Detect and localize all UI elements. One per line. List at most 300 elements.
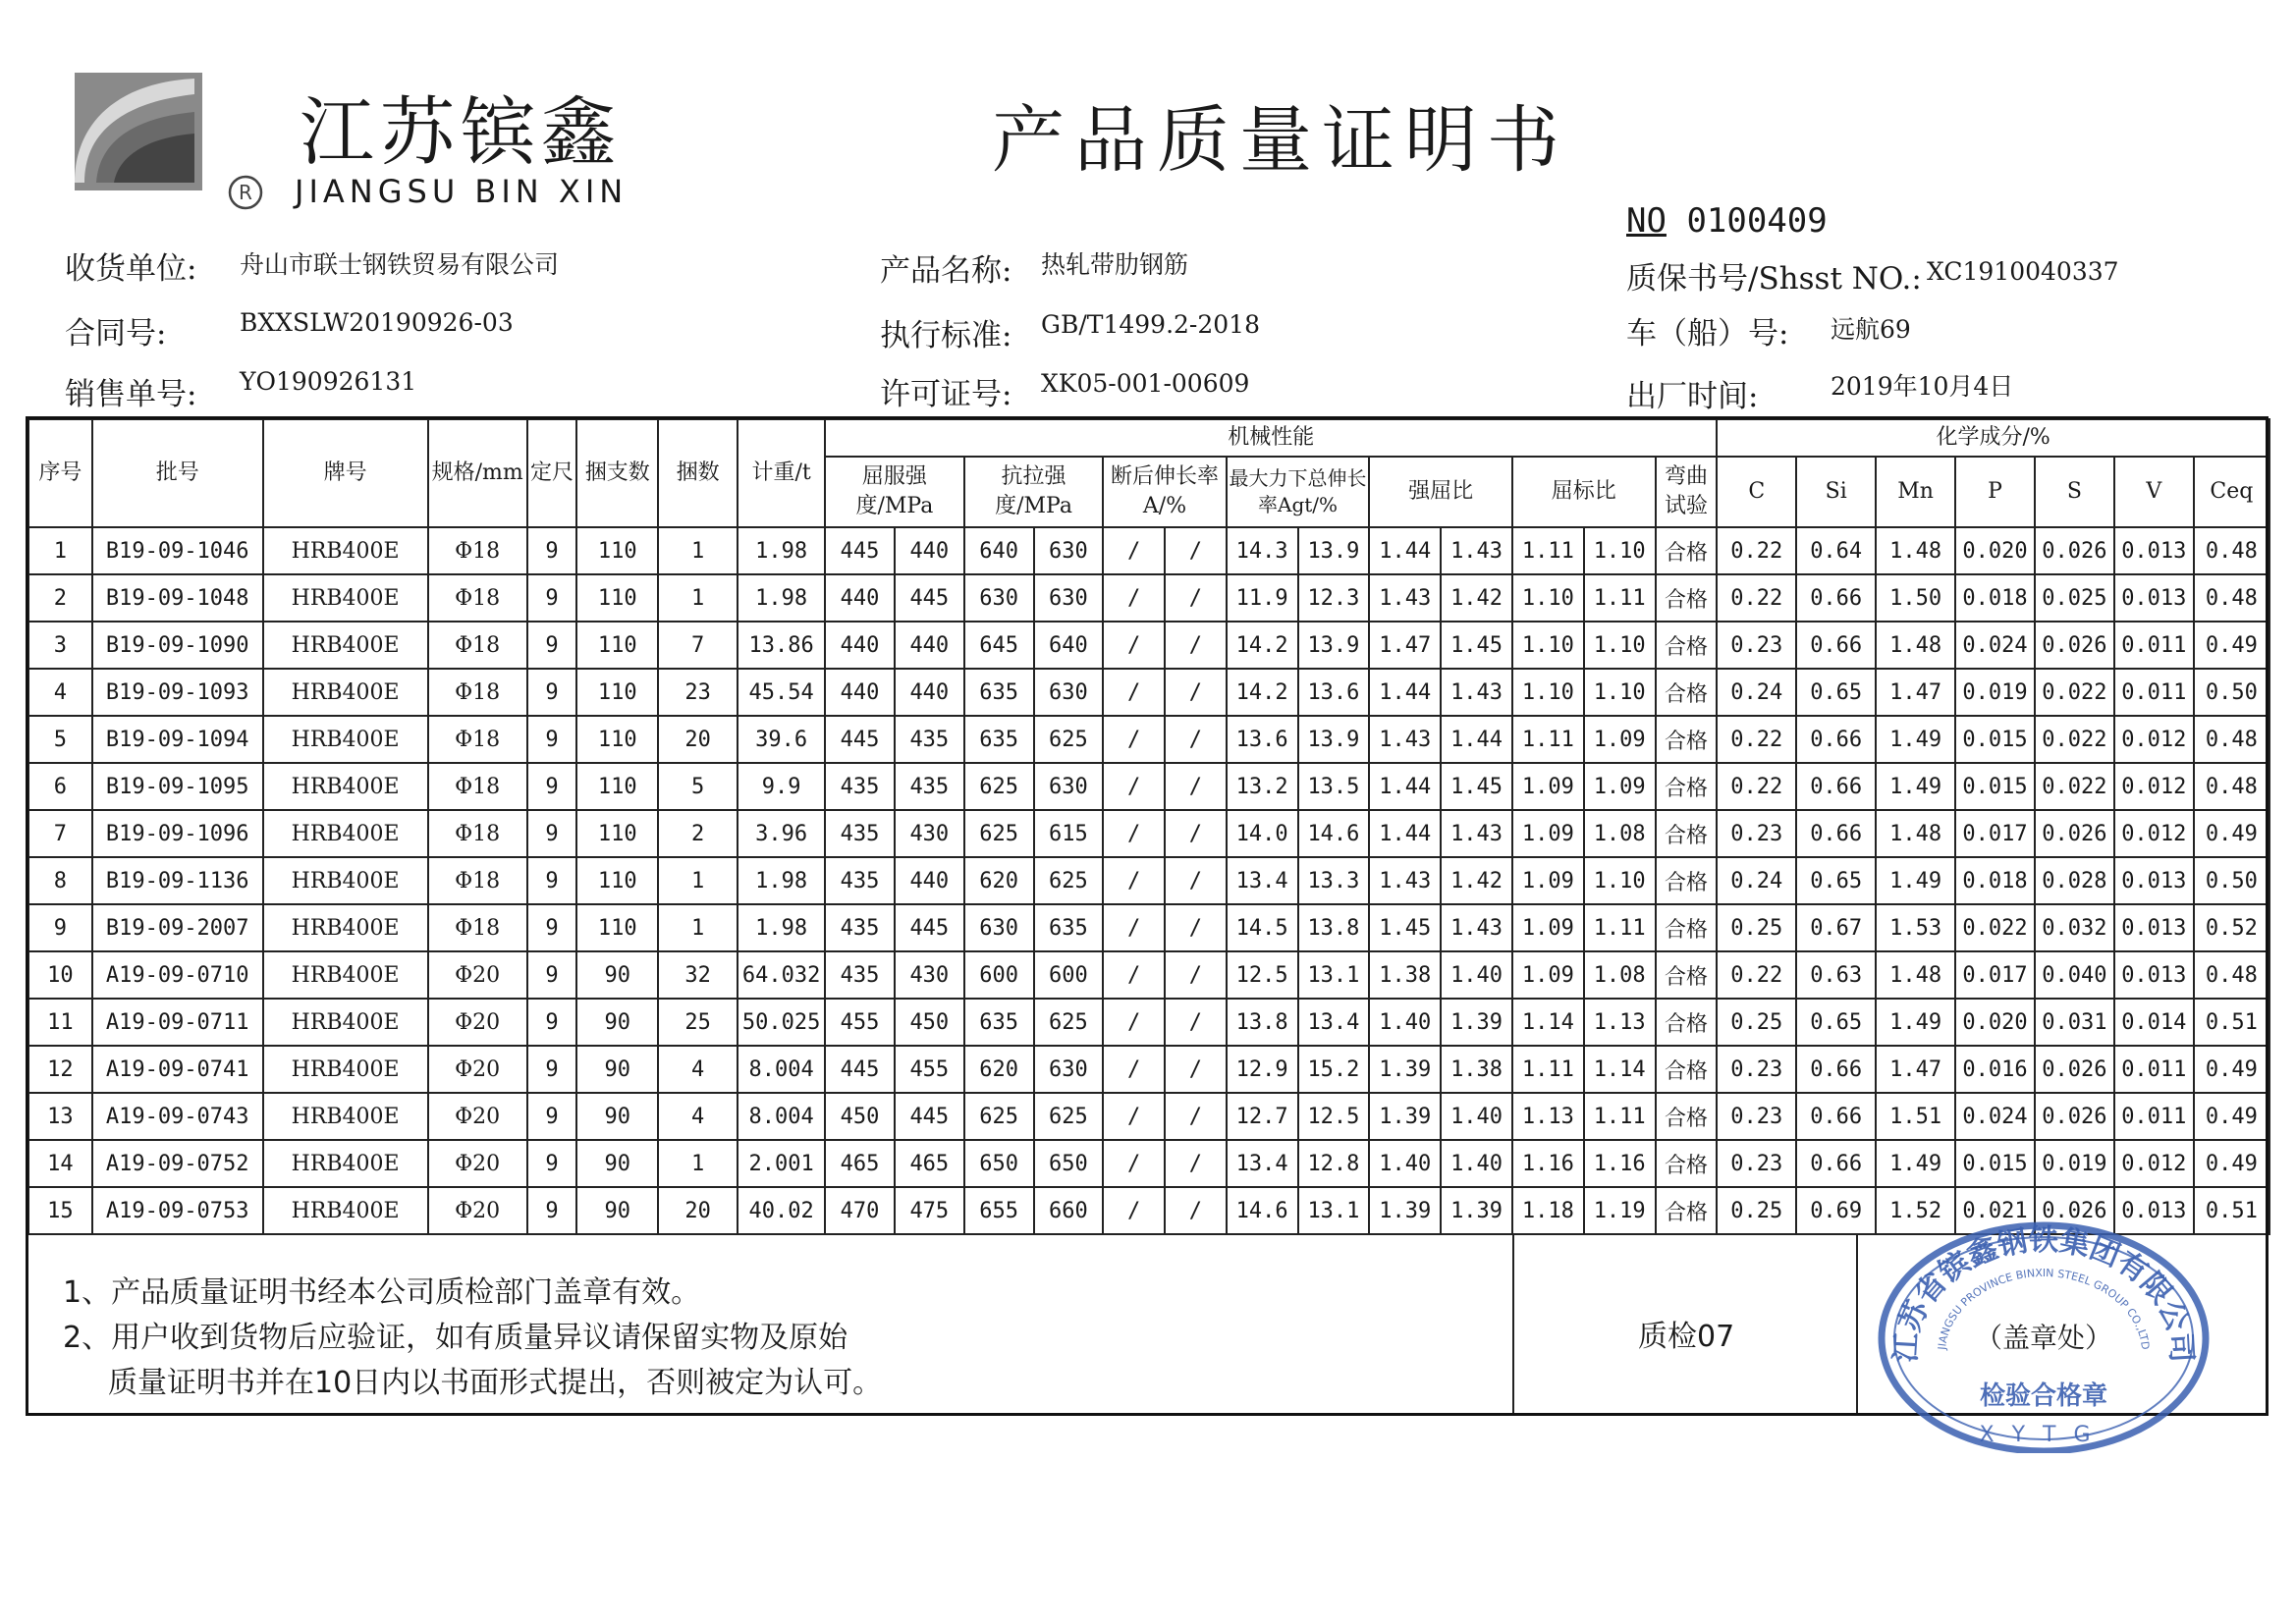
table-row [28,763,2269,810]
cell-q1: 1.11 [1512,1046,1584,1093]
table-row [28,951,2269,999]
cell-ceq: 0.50 [2194,669,2269,716]
svg-text:检验合格章: 检验合格章 [1979,1381,2108,1411]
cell-e2: / [1165,527,1227,574]
cell-c: 0.22 [1717,527,1796,574]
cell-t2: 640 [1034,622,1104,669]
col-header-grade: 牌号 [263,419,428,527]
cell-p: 0.017 [1955,810,2035,857]
cell-r2: 1.39 [1441,999,1512,1046]
contract-value: BXXSLW20190926-03 [240,308,514,337]
cell-ceq: 0.49 [2194,1093,2269,1140]
cell-batch: B19-09-1090 [92,622,263,669]
cell-mn: 1.49 [1876,1140,1955,1187]
cell-t1: 600 [964,951,1034,999]
cell-p: 0.015 [1955,1140,2035,1187]
cell-pcs: 90 [576,951,658,999]
cell-s: 0.026 [2035,810,2114,857]
cell-a1: 13.2 [1227,763,1298,810]
cell-e1: / [1103,1140,1165,1187]
cell-v: 0.013 [2114,574,2194,622]
table-row [28,1046,2269,1093]
cell-ceq: 0.48 [2194,951,2269,999]
license-label: 许可证号: [880,377,1012,412]
cell-weight: 9.9 [738,763,825,810]
cell-p: 0.017 [1955,951,2035,999]
cell-r2: 1.40 [1441,1093,1512,1140]
cell-len: 9 [527,904,577,951]
cell-v: 0.011 [2114,1046,2194,1093]
cell-a2: 13.8 [1298,904,1370,951]
svg-text:JIANGSU PROVINCE BINXIN STEEL: JIANGSU PROVINCE BINXIN STEEL GROUP CO.,LTD [1936,1266,2152,1351]
cell-mn: 1.47 [1876,1046,1955,1093]
cell-e2: / [1165,763,1227,810]
cell-r2: 1.40 [1441,1140,1512,1187]
cell-a2: 13.4 [1298,999,1370,1046]
sales-order-label: 销售单号: [65,377,197,412]
cell-batch: B19-09-1096 [92,810,263,857]
cell-seq: 6 [28,763,92,810]
cell-r2: 1.45 [1441,622,1512,669]
note-1: 1、产品质量证明书经本公司质检部门盖章有效。 [63,1275,701,1310]
cell-weight: 13.86 [738,622,825,669]
footer-divider-2 [1856,1233,1858,1416]
cell-y1: 440 [825,669,895,716]
cell-bundles: 1 [658,574,738,622]
cell-a2: 12.3 [1298,574,1370,622]
col-header-yield-ratio: 屈标比 [1512,457,1656,527]
cell-pcs: 110 [576,527,658,574]
cell-a2: 13.9 [1298,716,1370,763]
product-name-value: 热轧带肋钢筋 [1041,250,1189,279]
cell-p: 0.020 [1955,527,2035,574]
cell-len: 9 [527,857,577,904]
cell-t2: 625 [1034,1093,1104,1140]
cell-spec: Φ20 [428,1187,527,1234]
cell-y1: 465 [825,1140,895,1187]
cell-y2: 440 [895,857,964,904]
vehicle-label: 车（船）号: [1626,316,1789,352]
cell-p: 0.021 [1955,1187,2035,1234]
cell-q1: 1.09 [1512,763,1584,810]
cell-q2: 1.11 [1584,574,1656,622]
cell-r1: 1.47 [1369,622,1441,669]
cell-e2: / [1165,716,1227,763]
cell-seq: 7 [28,810,92,857]
cell-bundles: 25 [658,999,738,1046]
cell-s: 0.026 [2035,527,2114,574]
cell-t1: 620 [964,1046,1034,1093]
cell-p: 0.018 [1955,857,2035,904]
cell-r1: 1.38 [1369,951,1441,999]
cell-spec: Φ20 [428,1140,527,1187]
cell-y1: 440 [825,574,895,622]
cell-pcs: 90 [576,1046,658,1093]
svg-text:R: R [239,181,252,204]
cell-ceq: 0.52 [2194,904,2269,951]
col-header-mn: Mn [1876,457,1955,527]
cell-t1: 630 [964,574,1034,622]
cell-seq: 13 [28,1093,92,1140]
cell-si: 0.66 [1796,810,1876,857]
cell-q1: 1.10 [1512,574,1584,622]
cell-len: 9 [527,669,577,716]
cell-c: 0.23 [1717,1046,1796,1093]
cell-e2: / [1165,574,1227,622]
cell-bundles: 20 [658,1187,738,1234]
cell-q2: 1.10 [1584,527,1656,574]
cell-q2: 1.08 [1584,810,1656,857]
cell-q2: 1.10 [1584,669,1656,716]
cell-bundles: 1 [658,1140,738,1187]
cell-p: 0.015 [1955,763,2035,810]
cell-t2: 660 [1034,1187,1104,1234]
cell-t1: 635 [964,669,1034,716]
cell-bend: 合格 [1656,904,1718,951]
cell-bundles: 32 [658,951,738,999]
col-header-ceq: Ceq [2194,457,2269,527]
cell-e2: / [1165,999,1227,1046]
table-row [28,999,2269,1046]
cell-bend: 合格 [1656,1140,1718,1187]
cell-e2: / [1165,951,1227,999]
cell-mn: 1.48 [1876,810,1955,857]
contract-label: 合同号: [65,316,167,352]
cell-weight: 1.98 [738,527,825,574]
cell-batch: A19-09-0743 [92,1093,263,1140]
cell-bundles: 5 [658,763,738,810]
consignee-label: 收货单位: [65,251,197,287]
cell-r2: 1.43 [1441,669,1512,716]
cell-seq: 9 [28,904,92,951]
cell-y1: 435 [825,904,895,951]
cell-c: 0.23 [1717,810,1796,857]
cell-e2: / [1165,857,1227,904]
cell-batch: B19-09-1046 [92,527,263,574]
footer-divider-1 [1512,1233,1514,1416]
cell-r2: 1.44 [1441,716,1512,763]
cell-y2: 445 [895,1093,964,1140]
cell-pcs: 110 [576,810,658,857]
registered-trademark-icon [228,175,263,210]
cell-mn: 1.47 [1876,669,1955,716]
cell-mn: 1.52 [1876,1187,1955,1234]
cell-a1: 13.8 [1227,999,1298,1046]
cell-spec: Φ18 [428,669,527,716]
cell-mn: 1.49 [1876,763,1955,810]
cell-r1: 1.45 [1369,904,1441,951]
cell-q1: 1.09 [1512,951,1584,999]
cell-r2: 1.45 [1441,763,1512,810]
cell-len: 9 [527,951,577,999]
cell-q2: 1.10 [1584,857,1656,904]
cell-weight: 1.98 [738,857,825,904]
cell-weight: 8.004 [738,1093,825,1140]
svg-text:（盖章处）: （盖章处） [1974,1322,2113,1354]
cell-y2: 435 [895,716,964,763]
cell-a2: 13.1 [1298,1187,1370,1234]
cell-a1: 13.4 [1227,857,1298,904]
cell-s: 0.026 [2035,1046,2114,1093]
cell-t1: 655 [964,1187,1034,1234]
cell-v: 0.011 [2114,1093,2194,1140]
cell-si: 0.67 [1796,904,1876,951]
cell-y1: 445 [825,716,895,763]
cell-y1: 435 [825,951,895,999]
cell-r2: 1.39 [1441,1187,1512,1234]
cell-s: 0.019 [2035,1140,2114,1187]
cell-e1: / [1103,904,1165,951]
standard-label: 执行标准: [880,318,1012,353]
cell-len: 9 [527,622,577,669]
cell-e1: / [1103,857,1165,904]
cell-y2: 475 [895,1187,964,1234]
document-number-prefix: NO [1626,201,1667,241]
cell-seq: 10 [28,951,92,999]
col-header-v: V [2114,457,2194,527]
cell-bend: 合格 [1656,999,1718,1046]
cell-t2: 630 [1034,1046,1104,1093]
cell-s: 0.026 [2035,622,2114,669]
cell-y1: 445 [825,527,895,574]
cell-y2: 440 [895,622,964,669]
cell-si: 0.66 [1796,716,1876,763]
cell-q1: 1.14 [1512,999,1584,1046]
cell-spec: Φ18 [428,527,527,574]
cell-q1: 1.18 [1512,1187,1584,1234]
cell-q2: 1.14 [1584,1046,1656,1093]
cell-r1: 1.44 [1369,810,1441,857]
cell-r1: 1.39 [1369,1093,1441,1140]
cell-batch: B19-09-1048 [92,574,263,622]
cell-q1: 1.09 [1512,857,1584,904]
cell-spec: Φ20 [428,999,527,1046]
cell-r2: 1.43 [1441,904,1512,951]
cell-a1: 14.0 [1227,810,1298,857]
cell-grade: HRB400E [263,622,428,669]
quality-table [27,418,2270,1235]
cell-y2: 445 [895,574,964,622]
cell-weight: 1.98 [738,574,825,622]
cell-r2: 1.43 [1441,527,1512,574]
cell-pcs: 110 [576,716,658,763]
cell-r2: 1.40 [1441,951,1512,999]
cell-spec: Φ18 [428,763,527,810]
cell-c: 0.22 [1717,574,1796,622]
cell-r1: 1.40 [1369,999,1441,1046]
cell-len: 9 [527,574,577,622]
cell-bend: 合格 [1656,951,1718,999]
cell-batch: A19-09-0752 [92,1140,263,1187]
col-header-strength-ratio: 强屈比 [1369,457,1512,527]
cell-v: 0.013 [2114,857,2194,904]
cell-pcs: 110 [576,574,658,622]
cell-mn: 1.49 [1876,857,1955,904]
cell-bundles: 1 [658,857,738,904]
cell-a1: 13.6 [1227,716,1298,763]
cell-si: 0.66 [1796,574,1876,622]
cell-seq: 8 [28,857,92,904]
cell-si: 0.65 [1796,999,1876,1046]
table-row [28,574,2269,622]
cell-t1: 625 [964,763,1034,810]
cell-batch: B19-09-1136 [92,857,263,904]
cell-len: 9 [527,810,577,857]
cell-e1: / [1103,622,1165,669]
inspector-label: 质检07 [1638,1320,1735,1354]
brand-name-en: JIANGSU BIN XIN [295,173,629,210]
cell-t1: 625 [964,810,1034,857]
cell-c: 0.22 [1717,716,1796,763]
cell-t1: 640 [964,527,1034,574]
cell-grade: HRB400E [263,1046,428,1093]
cell-r1: 1.39 [1369,1046,1441,1093]
col-header-chemical: 化学成分/% [1717,419,2269,457]
cell-p: 0.024 [1955,622,2035,669]
svg-text:江苏省镔鑫钢铁集团有限公司: 江苏省镔鑫钢铁集团有限公司 [1888,1223,2199,1364]
cell-a1: 14.2 [1227,622,1298,669]
cell-a1: 12.5 [1227,951,1298,999]
cell-bend: 合格 [1656,669,1718,716]
cell-seq: 5 [28,716,92,763]
cell-mn: 1.48 [1876,527,1955,574]
table-row [28,716,2269,763]
col-header-weight: 计重/t [738,419,825,527]
cell-y2: 465 [895,1140,964,1187]
cell-q2: 1.09 [1584,716,1656,763]
cell-pcs: 110 [576,763,658,810]
cell-a1: 14.3 [1227,527,1298,574]
cell-v: 0.012 [2114,763,2194,810]
cell-c: 0.25 [1717,1187,1796,1234]
cell-e1: / [1103,574,1165,622]
cell-e1: / [1103,716,1165,763]
cell-e1: / [1103,669,1165,716]
cell-len: 9 [527,763,577,810]
cell-q1: 1.09 [1512,810,1584,857]
cell-weight: 3.96 [738,810,825,857]
col-header-mechanical: 机械性能 [825,419,1717,457]
cell-si: 0.63 [1796,951,1876,999]
cell-s: 0.026 [2035,1093,2114,1140]
cell-y1: 440 [825,622,895,669]
cell-a2: 13.3 [1298,857,1370,904]
cell-s: 0.031 [2035,999,2114,1046]
cell-seq: 15 [28,1187,92,1234]
cell-pcs: 110 [576,622,658,669]
cell-e2: / [1165,622,1227,669]
table-header-row-top [28,419,2269,457]
cell-t1: 650 [964,1140,1034,1187]
cell-grade: HRB400E [263,1187,428,1234]
cell-t2: 600 [1034,951,1104,999]
cell-t1: 630 [964,904,1034,951]
cell-v: 0.013 [2114,1187,2194,1234]
cell-y2: 450 [895,999,964,1046]
ship-date-label: 出厂时间: [1626,379,1759,414]
cell-grade: HRB400E [263,716,428,763]
cell-r1: 1.44 [1369,527,1441,574]
cell-y1: 455 [825,999,895,1046]
cell-e2: / [1165,1046,1227,1093]
cell-bend: 合格 [1656,763,1718,810]
cell-seq: 4 [28,669,92,716]
cell-bundles: 1 [658,904,738,951]
cell-e2: / [1165,1140,1227,1187]
cell-s: 0.022 [2035,669,2114,716]
cell-c: 0.24 [1717,857,1796,904]
cell-bundles: 1 [658,527,738,574]
cell-q2: 1.11 [1584,1093,1656,1140]
cell-len: 9 [527,1046,577,1093]
cell-bundles: 7 [658,622,738,669]
cell-mn: 1.48 [1876,622,1955,669]
cell-y2: 430 [895,951,964,999]
cell-a1: 14.2 [1227,669,1298,716]
cell-pcs: 90 [576,1140,658,1187]
cell-ceq: 0.49 [2194,810,2269,857]
footer-notes [63,1271,882,1406]
cell-t2: 630 [1034,574,1104,622]
cell-c: 0.25 [1717,999,1796,1046]
cell-ceq: 0.48 [2194,574,2269,622]
cell-q2: 1.13 [1584,999,1656,1046]
cell-ceq: 0.49 [2194,622,2269,669]
cell-weight: 2.001 [738,1140,825,1187]
cell-seq: 3 [28,622,92,669]
cell-weight: 40.02 [738,1187,825,1234]
cell-e2: / [1165,1093,1227,1140]
cell-a2: 12.8 [1298,1140,1370,1187]
cell-y2: 455 [895,1046,964,1093]
cell-seq: 1 [28,527,92,574]
cell-a1: 14.6 [1227,1187,1298,1234]
cell-bend: 合格 [1656,716,1718,763]
cell-y2: 435 [895,763,964,810]
cell-p: 0.024 [1955,1093,2035,1140]
cell-e2: / [1165,669,1227,716]
col-header-seq: 序号 [28,419,92,527]
cell-bend: 合格 [1656,1093,1718,1140]
cell-t2: 630 [1034,763,1104,810]
cell-pcs: 110 [576,904,658,951]
cell-q2: 1.19 [1584,1187,1656,1234]
cell-r1: 1.39 [1369,1187,1441,1234]
cell-grade: HRB400E [263,1140,428,1187]
cell-weight: 1.98 [738,904,825,951]
cell-seq: 2 [28,574,92,622]
table-row [28,669,2269,716]
cell-p: 0.018 [1955,574,2035,622]
cell-c: 0.23 [1717,1093,1796,1140]
document-number [1626,201,1828,241]
cell-r1: 1.44 [1369,669,1441,716]
cell-e2: / [1165,904,1227,951]
cell-c: 0.23 [1717,622,1796,669]
cell-bend: 合格 [1656,622,1718,669]
cell-t2: 650 [1034,1140,1104,1187]
cell-q2: 1.11 [1584,904,1656,951]
cell-seq: 12 [28,1046,92,1093]
cell-len: 9 [527,999,577,1046]
cell-t1: 635 [964,716,1034,763]
cell-a1: 11.9 [1227,574,1298,622]
cell-spec: Φ18 [428,622,527,669]
cell-v: 0.014 [2114,999,2194,1046]
standard-value: GB/T1499.2-2018 [1041,310,1260,339]
cell-si: 0.66 [1796,763,1876,810]
cell-s: 0.022 [2035,763,2114,810]
